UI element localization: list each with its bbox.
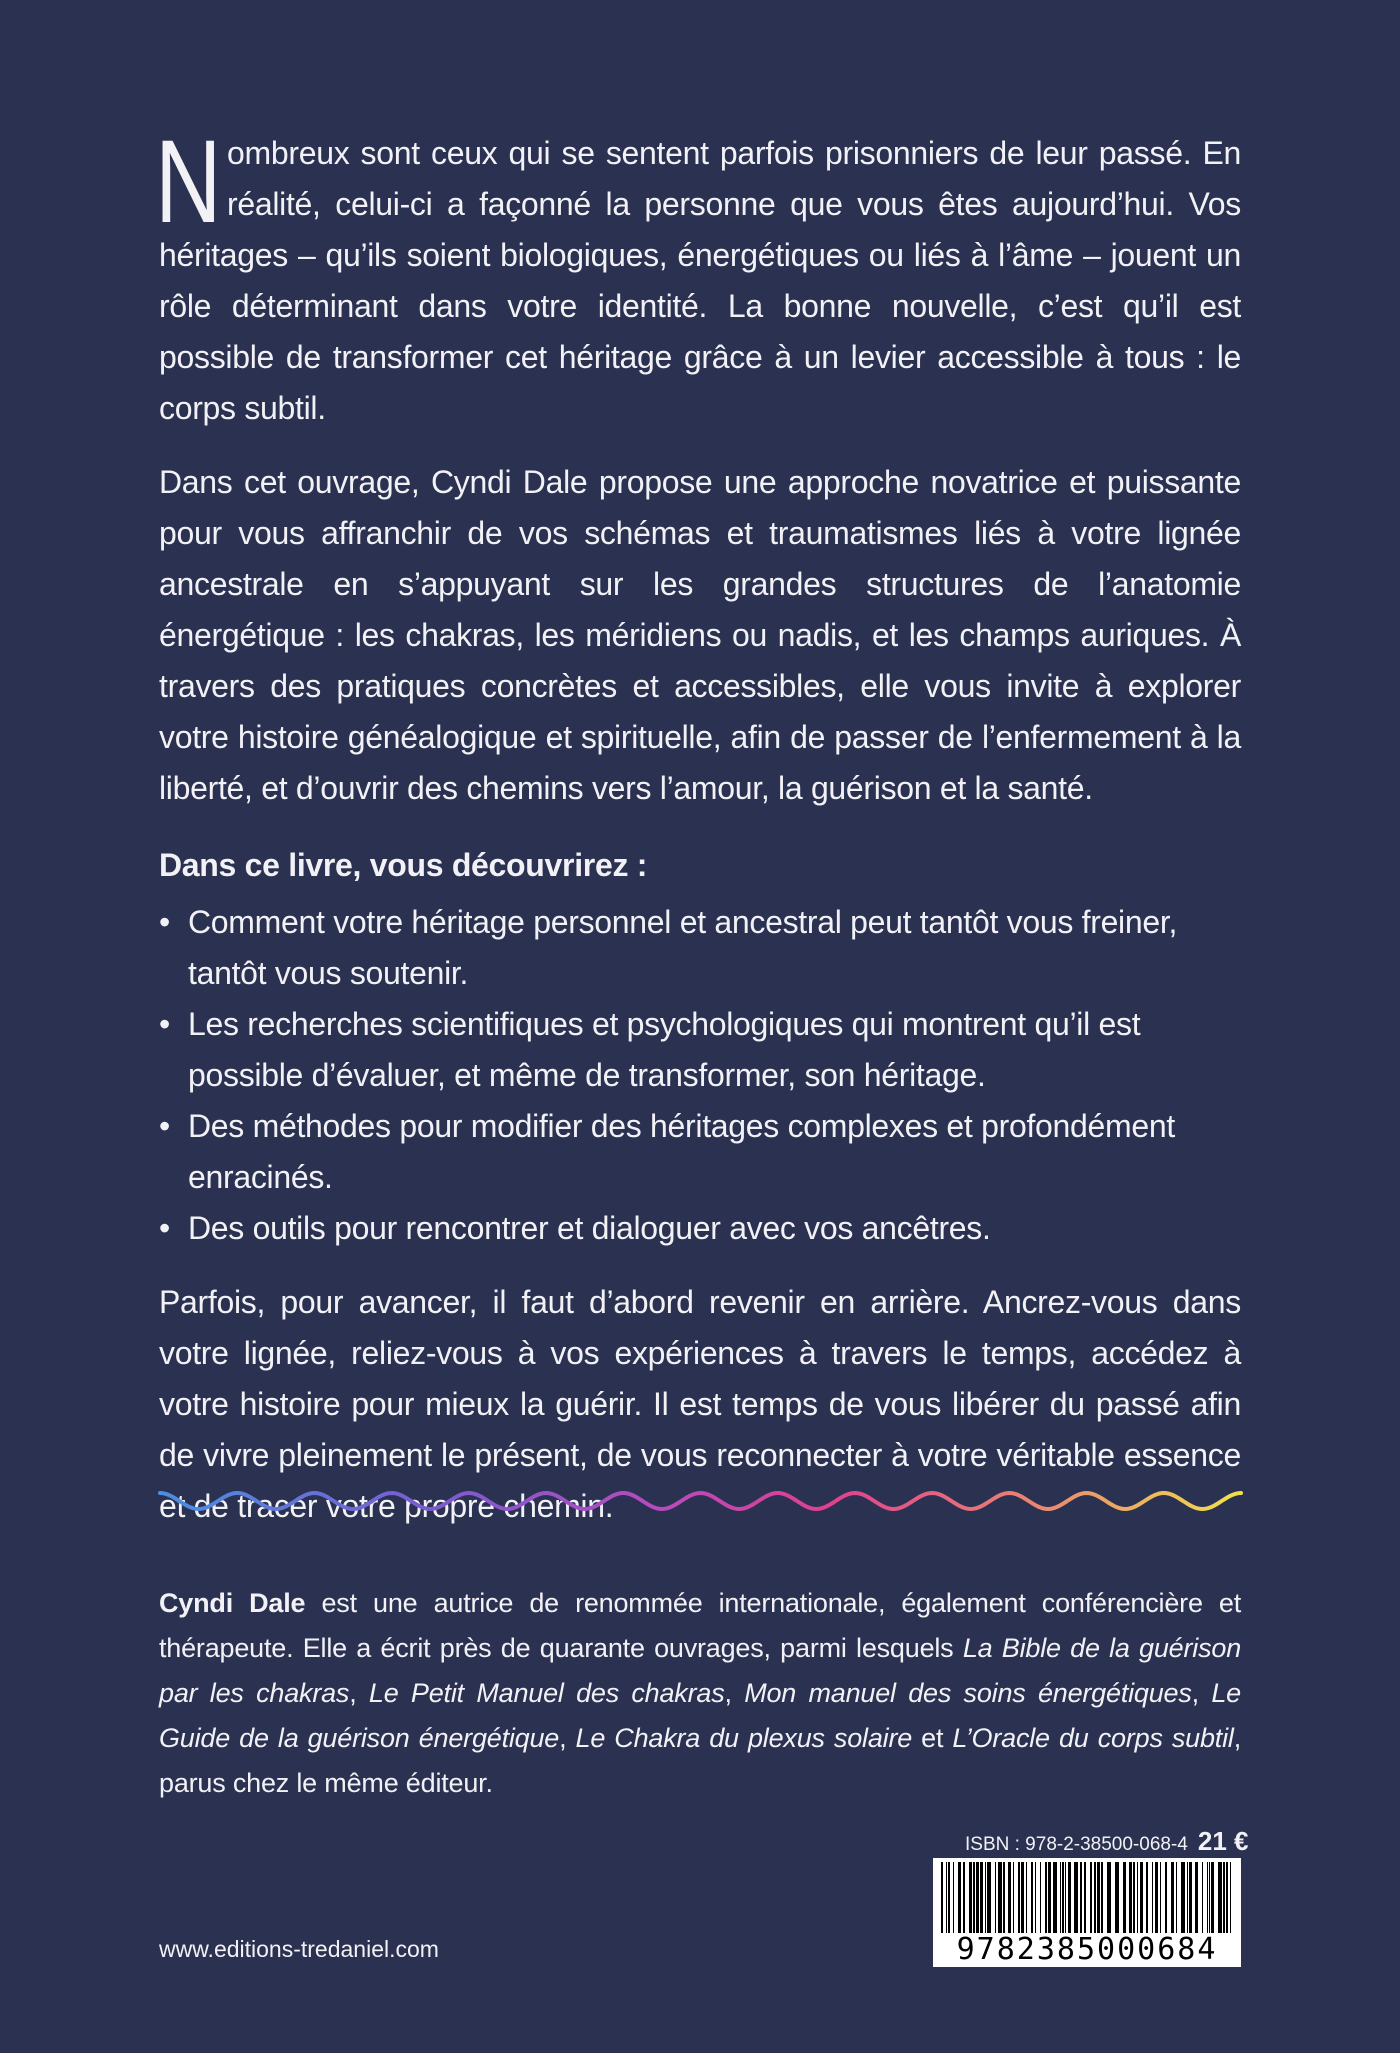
book-title: L’Oracle du corps subtil xyxy=(952,1723,1234,1753)
barcode-bar xyxy=(1123,1862,1126,1936)
barcode-bar xyxy=(1084,1862,1086,1936)
book-title: Mon manuel des soins énergétiques xyxy=(744,1678,1192,1708)
barcode-bar xyxy=(995,1862,996,1936)
barcode-bar xyxy=(1018,1862,1020,1936)
barcode-bar xyxy=(1107,1862,1111,1936)
bio-text: est une autrice de renommée internationale, également conférencière et thérapeute. Elle a écrit près de quarante ouvrages, parmi lesquels xyxy=(159,1588,1241,1663)
barcode-bar xyxy=(1223,1862,1225,1936)
isbn-number: ISBN : 978-2-38500-068-4 xyxy=(965,1834,1188,1855)
barcode-bar xyxy=(941,1862,943,1936)
barcode-bar xyxy=(1013,1862,1014,1936)
description-paragraph: Dans cet ouvrage, Cyndi Dale propose une approche novatrice et puissante pour vous affranchir de vos schémas et traumatismes liés à votre lignée ancestrale en s’appuyant sur les grandes structures de l’anatomie énergétique : les chakras, les méridiens ou nadis, et les champs auriques. À travers des pratiques concrètes et accessibles, elle vous invite à explorer votre histoire généalogique et spirituelle, afin de passer de l’enfermement à la liberté, et d’ouvrir des chemins vers l’amour, la guérison et la santé. xyxy=(159,464,1241,806)
barcode-bar xyxy=(1133,1862,1135,1936)
bio-text: , parus chez le même éditeur. xyxy=(159,1723,1241,1798)
barcode-bar xyxy=(985,1862,986,1936)
bio-text: , xyxy=(349,1678,369,1708)
barcode-bar xyxy=(1074,1862,1078,1936)
barcode-bar xyxy=(969,1862,972,1936)
barcode-bar xyxy=(1129,1862,1132,1936)
barcode-bar xyxy=(987,1862,991,1936)
barcode-bar xyxy=(1021,1862,1024,1936)
barcode-bar xyxy=(1035,1862,1036,1936)
barcode-bar xyxy=(1176,1862,1177,1936)
barcode-bar xyxy=(1115,1862,1119,1936)
isbn-price-line xyxy=(965,1826,1249,1857)
bio-text: , xyxy=(1191,1678,1212,1708)
barcode-bar xyxy=(963,1862,965,1936)
barcode-bar xyxy=(1090,1862,1092,1936)
list-title: Dans ce livre, vous découvrirez : xyxy=(159,847,648,883)
barcode-bar xyxy=(1230,1862,1231,1936)
barcode-bar xyxy=(1062,1862,1064,1936)
barcode-bar xyxy=(948,1862,950,1936)
list-item: • Des outils pour rencontrer et dialoguer avec vos ancêtres. xyxy=(159,1203,1241,1254)
barcode-bar xyxy=(1140,1862,1143,1936)
barcode-bar xyxy=(946,1862,947,1936)
barcode-bar xyxy=(1202,1862,1203,1936)
barcode-bar xyxy=(1209,1862,1210,1936)
barcode-bar xyxy=(1026,1862,1027,1936)
list-item: • Les recherches scientifiques et psychologiques qui montrent qu’il est possible d’évaluer, et même de transformer, son héritage. xyxy=(159,999,1241,1101)
book-title: Le Petit Manuel des chakras xyxy=(368,1678,725,1708)
barcode-bar xyxy=(958,1862,961,1936)
closing-paragraph: Parfois, pour avancer, il faut d’abord revenir en arrière. Ancrez-vous dans votre lignée, reliez-vous à vos expériences à travers le temps, accédez à votre histoire pour mieux la guérir. Il est temps de vous libérer du passé afin de vivre pleinement le présent, de vous reconnecter à votre véritable essence et de tracer votre propre chemin. xyxy=(159,1284,1241,1524)
publisher-website: www.editions-tredaniel.com xyxy=(159,1936,439,1962)
rainbow-wave-divider xyxy=(158,1480,1243,1522)
barcode-bar xyxy=(1189,1862,1192,1936)
barcode-bar xyxy=(1065,1862,1066,1936)
intro-text: ombreux sont ceux qui se sentent parfois prisonniers de leur passé. En réalité, celui-ci a façonné la personne que vous êtes aujourd’hui. Vos héritages – qu’ils soient biologiques, énergétiques ou liés à l’âme – jouent un rôle déterminant dans votre identité. La bonne nouvelle, c’est qu’il est possible de transformer cet héritage grâce à un levier accessible à tous : le corps subtil. xyxy=(159,135,1241,426)
barcode-bar xyxy=(1097,1862,1100,1936)
list-item: • Comment votre héritage personnel et ancestral peut tantôt vous freiner, tantôt vous soutenir. xyxy=(159,897,1241,999)
barcode-bar xyxy=(1003,1862,1005,1936)
barcode-bar xyxy=(1211,1862,1214,1936)
barcode-bar xyxy=(1155,1862,1158,1936)
intro-paragraph xyxy=(155,116,1241,434)
barcode-bar xyxy=(1101,1862,1103,1936)
barcode-bar xyxy=(1060,1862,1061,1936)
list-item: • Des méthodes pour modifier des héritages complexes et profondément enracinés. xyxy=(159,1101,1241,1203)
barcode-bar xyxy=(1152,1862,1153,1936)
barcode-bar xyxy=(1048,1862,1051,1936)
barcode-bar xyxy=(1207,1862,1208,1936)
barcode-bar xyxy=(980,1862,983,1936)
book-title: La Bible de la guérison par les chakras xyxy=(159,1633,1242,1708)
author-name: Cyndi Dale xyxy=(159,1588,306,1618)
barcode-bar xyxy=(1040,1862,1041,1936)
barcode-bar xyxy=(998,1862,1002,1936)
barcode-bar xyxy=(1160,1862,1161,1936)
barcode-bar xyxy=(1181,1862,1185,1936)
barcode-bar xyxy=(1171,1862,1174,1936)
barcode-bar xyxy=(1218,1862,1222,1936)
bio-text: et xyxy=(912,1723,953,1753)
bio-text: , xyxy=(724,1678,745,1708)
barcode-bar xyxy=(1187,1862,1188,1936)
barcode-bar xyxy=(1008,1862,1011,1936)
barcode-bar xyxy=(1146,1862,1148,1936)
barcode-bar xyxy=(1094,1862,1096,1936)
barcode-bar xyxy=(1195,1862,1198,1936)
barcode-digits: 9782385000684 xyxy=(933,1933,1241,1967)
bio-text: , xyxy=(559,1723,576,1753)
barcode xyxy=(933,1858,1241,1967)
barcode-bar xyxy=(976,1862,979,1936)
barcode-bar xyxy=(1045,1862,1047,1936)
barcode-bar xyxy=(1053,1862,1057,1936)
barcode-bars xyxy=(933,1858,1241,1938)
barcode-bar xyxy=(1080,1862,1082,1936)
barcode-bar xyxy=(1165,1862,1167,1936)
barcode-bar xyxy=(1068,1862,1071,1936)
author-bio xyxy=(159,1581,1241,1806)
book-title: Le Chakra du plexus solaire xyxy=(575,1723,913,1753)
back-cover-text xyxy=(155,116,1241,1532)
discoveries-list xyxy=(159,897,1241,1254)
barcode-bar xyxy=(1031,1862,1033,1936)
barcode-bar xyxy=(1226,1862,1228,1936)
book-title: Le Guide de la guérison énergétique xyxy=(159,1678,1241,1753)
drop-cap: N xyxy=(155,116,222,248)
barcode-bar xyxy=(973,1862,975,1936)
price: 21 € xyxy=(1197,1826,1249,1856)
barcode-bar xyxy=(953,1862,954,1936)
barcode-bar xyxy=(1137,1862,1138,1936)
